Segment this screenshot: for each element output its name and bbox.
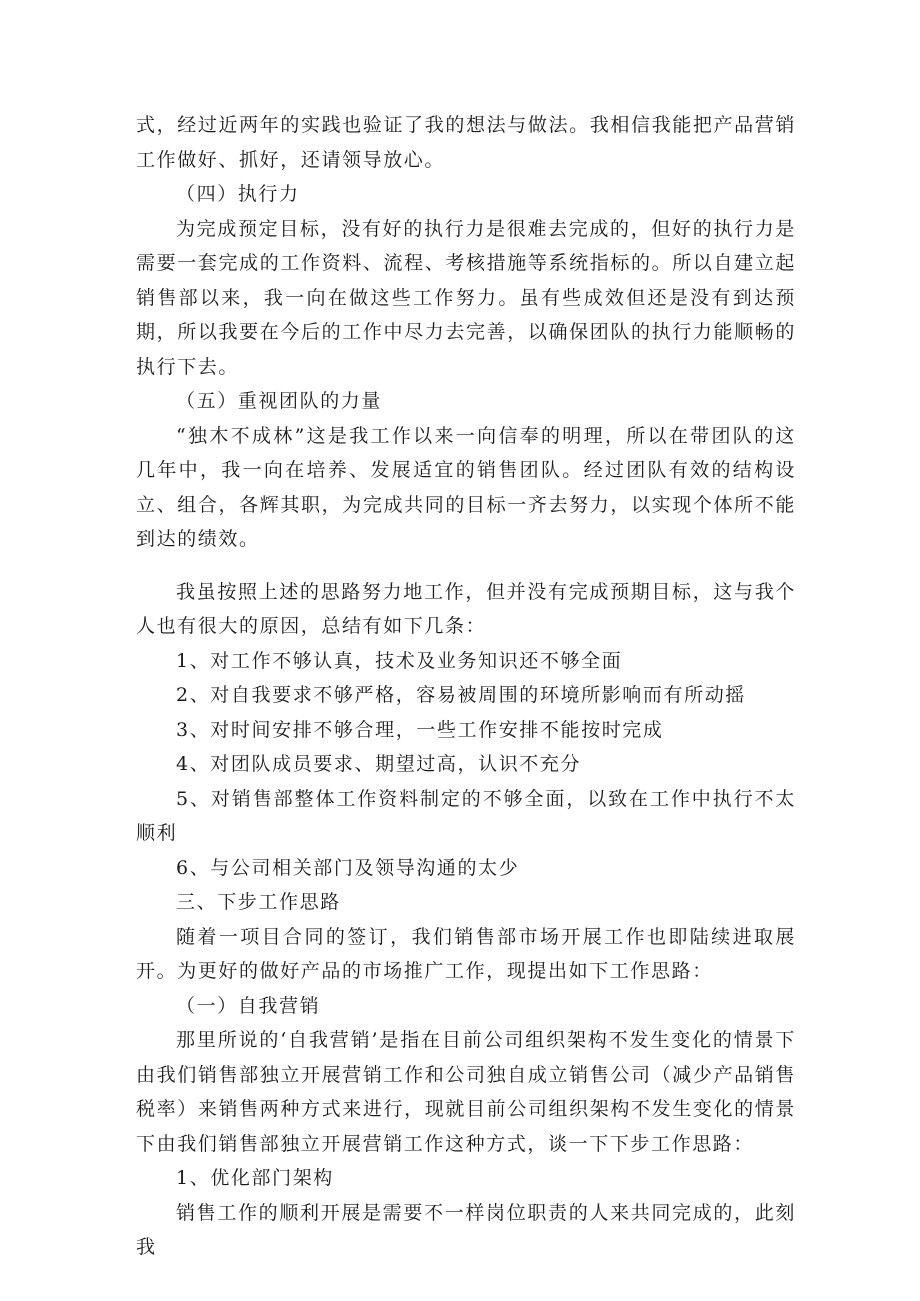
- document-body: [136, 108, 796, 1265]
- section-heading-execution: （四）执行力: [176, 183, 300, 205]
- list-item: 3、对时间安排不够合理，一些工作安排不能按时完成: [176, 718, 664, 741]
- paragraph: 式，经过近两年的实践也验证了我的想法与做法。我相信我能把产品营销工作做好、抓好，还请领导放心。: [136, 114, 796, 171]
- list-item: 1、对工作不够认真，技术及业务知识还不够全面: [176, 649, 623, 672]
- section-heading-self-marketing: （一）自我营销: [176, 994, 321, 1017]
- paragraph: “独木不成林”这是我工作以来一向信奉的明理，所以在带团队的这几年中，我一向在培养、发展适宜的销售团队。经过团队有效的结构设立、组合，各辉其职，为完成共同的目标一齐去努力，以实现个体所不能到达的绩效。: [136, 424, 796, 550]
- list-item: 4、对团队成员要求、期望过高，认识不充分: [176, 753, 582, 775]
- section-heading-team: （五）重视团队的力量: [176, 390, 383, 412]
- list-item: 5、对销售部整体工作资料制定的不够全面，以致在工作中执行不太顺利: [136, 787, 796, 844]
- paragraph: 我虽按照上述的思路努力地工作，但并没有完成预期目标，这与我个人也有很大的原因，总结有如下几条：: [136, 580, 796, 637]
- paragraph: 随着一项目合同的签订，我们销售部市场开展工作也即陆续进取展开。为更好的做好产品的市场推广工作，现提出如下工作思路：: [136, 925, 796, 982]
- paragraph: 销售工作的顺利开展是需要不一样岗位职责的人来共同完成的，此刻我: [136, 1201, 796, 1258]
- subsection-heading: 1、优化部门架构: [176, 1167, 334, 1189]
- list-item: 2、对自我要求不够严格，容易被周围的环境所影响而有所动摇: [176, 684, 746, 706]
- paragraph: 那里所说的‘自我营销’是指在目前公司组织架构不发生变化的情景下由我们销售部独立开展营销工作和公司独自成立销售公司（减少产品销售税率）来销售两种方式来进行，现就目前公司组织架构不发生变化的情景下由我们销售部独立开展营销工作这种方式，谈一下下步工作思路：: [136, 1029, 796, 1155]
- paragraph: 为完成预定目标，没有好的执行力是很难去完成的，但好的执行力是需要一套完成的工作资料、流程、考核措施等系统指标的。所以自建立起销售部以来，我一向在做这些工作努力。虽有些成效但还是没有到达预期，所以我要在今后的工作中尽力去完善，以确保团队的执行力能顺畅的执行下去。: [136, 217, 796, 378]
- list-item: 6、与公司相关部门及领导沟通的太少: [176, 856, 520, 879]
- section-heading-next-steps: 三、下步工作思路: [176, 891, 341, 913]
